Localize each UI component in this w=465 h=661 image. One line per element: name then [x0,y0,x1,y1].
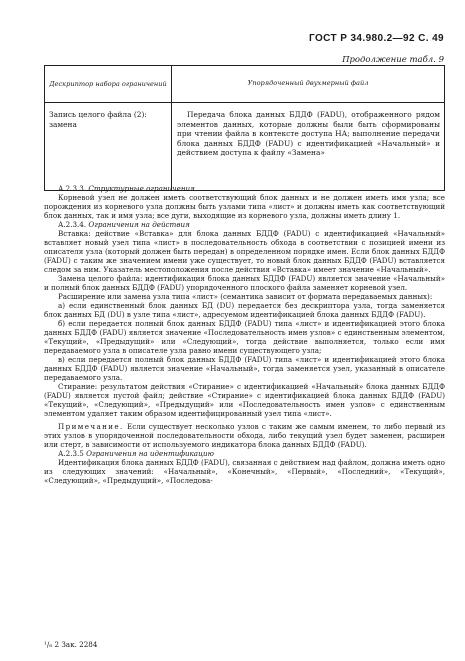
page-footer: ¹/₈ 2 Зак. 2284 [44,640,98,649]
table-continuation-label: Продолжение табл. 9 [342,55,444,65]
section-heading-a233 [44,184,445,193]
note-paragraph [44,422,445,449]
table-header-descriptor: Дескриптор набора ограничений [45,66,172,103]
document-body [44,184,445,485]
section-heading-a234 [44,220,445,229]
paragraph: Корневой узел не должен иметь соответствующий блок данных и не должен иметь имя узла; все порождения из корневого узла должны быть узлами типа «лист» и должны иметь как соответствующий блок данных, так и имя узла; все дуги, выходящие из корневого узла, должны иметь длину 1. [44,193,445,220]
table-cell-descriptor: Запись целого файла (2): замена [45,103,172,191]
section-number: А.2.3.5 [58,449,84,458]
paragraph: б) если передается полный блок данных БДДФ (FADU) типа «лист» и идентификацией этого блока данных БДДФ (FADU) является значение «Последовательность имен узлов» с единственным элементом, «Текущий», «Предыдущий» или «Следующий», тогда действие выполняется, только если имя передаваемого узла в описателе узла равно имени существующего узла; [44,319,445,355]
paragraph: Идентификация блока данных БДДФ (FADU), связанная с действием над файлом, должна иметь одно из следующих значений: «Начальный», «Конечный», «Первый», «Последний», «Текущий», «Следующий», «Предыдущий», «Последова- [44,458,445,485]
section-title: Структурные ограничения [88,184,195,193]
table-header-file-type: Упорядоченный двухмерный файл [172,66,445,103]
note-text: Если существует несколько узлов с таким же самым именем, то либо первый из этих узлов в упорядоченной последовательности обхода, либо текущий узел будет заменен, расширен или стерт, в зависимости от используемого индикатора блока данных БДДФ (FADU). [44,422,445,449]
section-title: Ограничения на идентификацию [86,449,214,458]
paragraph: Вставка: действие «Вставка» для блока данных БДДФ (FADU) с идентификацией «Начальный» вставляет новый узел типа «лист» в последовательность обхода в соответствии с позицией имени из описателя узла (который должен быть передан) в определенном порядке имен. Если блок данных БДДФ (FADU) с таким же значением имени уже существует, то новый блок данных БДДФ (FADU) вставляется следом за ним. Указатель местоположения после действия «Вставка» имеет значение «Начальный». [44,229,445,274]
table-cell-description: Передача блока данных БДДФ (FADU), отображенного рядом элементов данных, которые должны были быть сформированы при чтении файла в контексте доступа НА; выполнение передачи блока данных БДДФ (FADU) с идентификацией «Начальный» и действием доступа к файлу «Замена» [172,103,445,191]
section-title: Ограничения на действия [88,220,190,229]
table-header-row [45,66,445,103]
section-number: А.2.3.3. [58,184,87,193]
paragraph: а) если единственный блок данных БД (DU) передается без дескриптора узла, тогда заменяется блок данных БД (DU) в узле типа «лист», адресуемом идентификацией блока данных БДДФ (FADU). [44,301,445,319]
section-heading-a235 [44,449,445,458]
paragraph: Расширение или замена узла типа «лист» (семантика зависит от формата передаваемых данных): [58,292,433,301]
paragraph: Замена целого файла: идентификация блока данных БДДФ (FADU) является значение «Начальный» и полный блок данных БДДФ (FADU) упорядоченного плоского файла заменяет корневой узел. [44,274,445,292]
note-label: Примечание. [58,422,124,431]
constraints-table [44,65,445,191]
paragraph: Стирание: результатом действия «Стирание» с идентификацией «Начальный» блока данных БДДФ (FADU) является пустой файл; действие «Стирание» с идентификацией блока данных БДДФ (FADU) «Текущий», «Следующий», «Предыдущий» или «Последовательность имен узлов» с единственным элементом удаляет таким образом идентифицированный узел типа «лист». [44,382,445,418]
table-row [45,103,445,191]
paragraph: в) если передается полный блок данных БДДФ (FADU) типа «лист» и идентификацией этого блока данных БДДФ (FADU) является значение «Начальный», тогда заменяется узел, указанный в описателе передаваемого узла. [44,355,445,382]
page-header: ГОСТ Р 34.980.2—92 С. 49 [309,33,444,44]
section-number: А.2.3.4. [58,220,87,229]
